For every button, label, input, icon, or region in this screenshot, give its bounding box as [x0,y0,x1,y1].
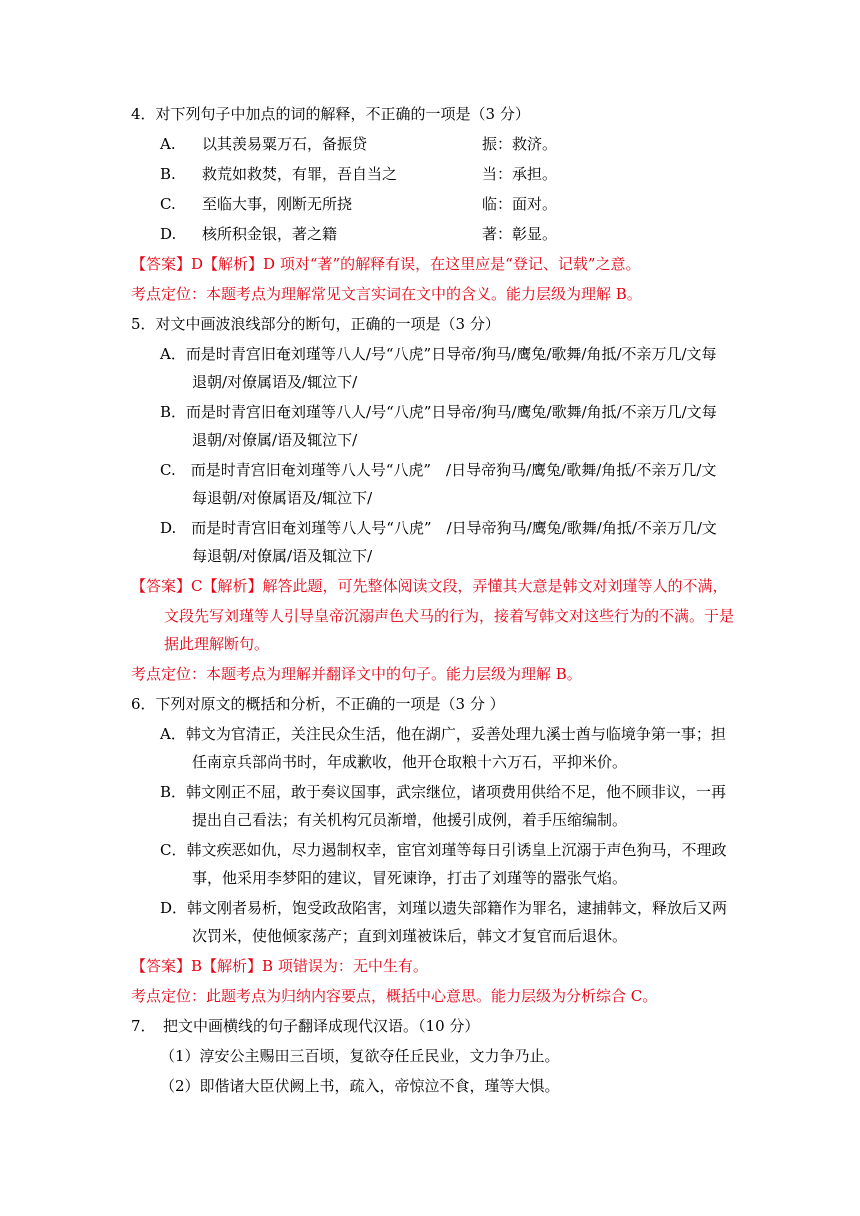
q4-option-b [0,164,860,184]
option-gloss: 振：救济。 [482,135,558,153]
option-gloss: 著：彰显。 [482,225,558,243]
option-sentence: 以其羡易粟万石，备振贷 [202,135,368,153]
q5-answer-line2: 文段先写刘瑾等人引导皇帝沉溺声色犬马的行为，接着写韩文对这些行为的不满。于是 [164,607,735,625]
option-letter: A. [160,135,176,153]
q5-option-c-line2: 每退朝/对僚属语及/辄泣下/ [192,489,373,507]
q5-option-d-line2: 每退朝/对僚属/语及辄泣下/ [192,547,373,565]
q7-item-1: （1）淳安公主赐田三百顷，复欲夺任丘民业，文力争乃止。 [160,1047,560,1065]
option-letter: D. [160,225,177,243]
q5-answer-line3: 据此理解断句。 [164,635,270,653]
q4-answer: 【答案】D【解析】D 项对“著”的解释有误，在这里应是“登记、记载”之意。 [131,255,641,273]
q6-option-d-line2: 次罚米，使他倾家荡产；直到刘瑾被诛后，韩文才复官而后退休。 [192,927,628,945]
q6-option-a-line1: A．韩文为官清正，关注民众生活，他在湖广，妥善处理九溪士酋与临境争第一事；担 [160,725,726,743]
q5-option-c-line1: C. 而是时青宫旧奄刘瑾等八人号“八虎” /日导帝狗马/鹰兔/歌舞/角抵/不亲万几/文 [160,461,717,479]
q5-option-d-line1: D. 而是时青宫旧奄刘瑾等八人号“八虎” /日导帝狗马/鹰兔/歌舞/角抵/不亲万几/文 [160,519,717,537]
q4-stem: 4．对下列句子中加点的词的解释，不正确的一项是（3 分） [131,105,530,123]
q4-point: 考点定位：本题考点为理解常见文言实词在文中的含义。能力层级为理解 B。 [131,285,642,303]
q5-option-b-line2: 退朝/对僚属/语及辄泣下/ [192,431,358,449]
q6-option-a-line2: 任南京兵部尚书时，年成歉收，他开仓取粮十六万石，平抑米价。 [192,753,628,771]
option-sentence: 核所积金银，著之籍 [202,225,338,243]
q6-option-c-line2: 事，他采用李梦阳的建议，冒死谏诤，打击了刘瑾等的嚣张气焰。 [192,869,628,887]
q6-option-b-line1: B．韩文刚正不屈，敢于奏议国事，武宗继位，诸项费用供给不足，他不顾非议，一再 [160,783,727,801]
option-letter: C. [160,195,176,213]
option-letter: B. [160,165,176,183]
q5-option-b-line1: B．而是时青宫旧奄刘瑾等八人/号“八虎”日导帝/狗马/鹰兔/歌舞/角抵/不亲万几/文每 [160,403,717,421]
q4-option-d [0,224,860,244]
option-sentence: 救荒如救焚，有罪，吾自当之 [202,165,398,183]
q5-answer-line1: 【答案】C【解析】解答此题，可先整体阅读文段，弄懂其大意是韩文对刘瑾等人的不满， [131,577,728,595]
q7-stem: 7． 把文中画横线的句子翻译成现代汉语。（10 分） [131,1017,480,1035]
q5-option-a-line2: 退朝/对僚属语及/辄泣下/ [192,373,358,391]
option-gloss: 临：面对。 [482,195,558,213]
q6-option-c-line1: C．韩文疾恶如仇，尽力遏制权幸，宦官刘瑾等每日引诱皇上沉溺于声色狗马，不理政 [160,841,727,859]
q4-option-c [0,194,860,214]
q7-item-2: （2）即偕诸大臣伏阙上书，疏入，帝惊泣不食，瑾等大惧。 [160,1077,560,1095]
q5-point: 考点定位：本题考点为理解并翻译文中的句子。能力层级为理解 B。 [131,665,582,683]
q5-option-a-line1: A．而是时青宫旧奄刘瑾等八人/号“八虎”日导帝/狗马/鹰兔/歌舞/角抵/不亲万几/文每 [160,345,717,363]
q6-point: 考点定位：此题考点为归纳内容要点，概括中心意思。能力层级为分析综合 C。 [131,987,658,1005]
q4-option-a [0,134,860,154]
option-gloss: 当：承担。 [482,165,558,183]
q5-stem: 5．对文中画波浪线部分的断句，正确的一项是（3 分） [131,315,500,333]
q6-stem: 6．下列对原文的概括和分析，不正确的一项是（3 分 ） [131,695,505,713]
option-sentence: 至临大事，刚断无所挠 [202,195,353,213]
q6-answer: 【答案】B【解析】B 项错误为：无中生有。 [131,957,428,975]
q6-option-b-line2: 提出自己看法；有关机构冗员渐增，他援引成例，着手压缩编制。 [192,811,628,829]
q6-option-d-line1: D．韩文刚者易析，饱受政敌陷害，刘瑾以遗失部籍作为罪名，逮捕韩文，释放后又两 [160,899,728,917]
